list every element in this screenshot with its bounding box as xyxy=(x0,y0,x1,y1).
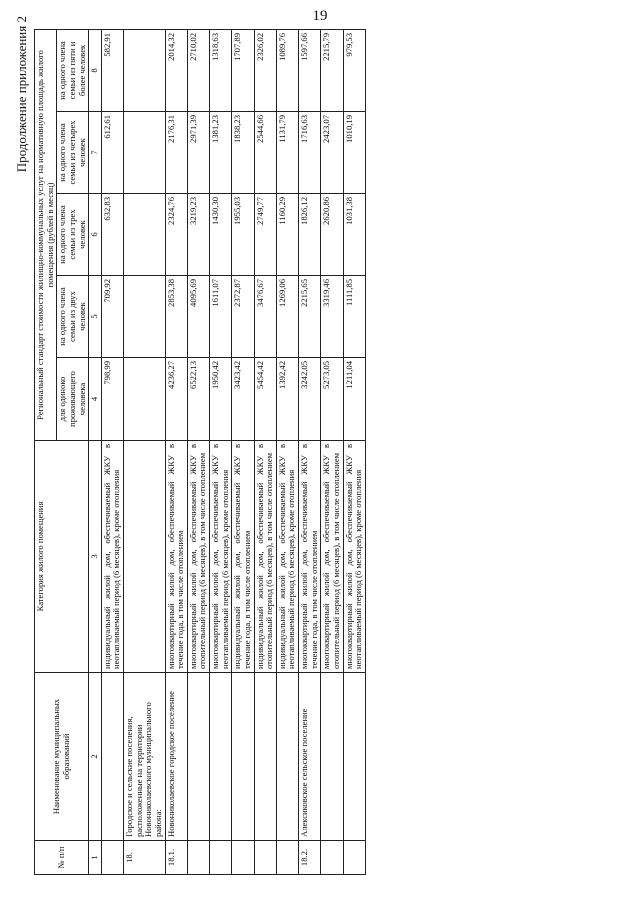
value-family-3: 2324,76 xyxy=(165,194,187,276)
value-family-2: 709,92 xyxy=(101,276,123,358)
value-family-5 xyxy=(124,29,166,111)
municipality-name xyxy=(276,673,298,841)
column-number: 2 xyxy=(89,673,102,841)
housing-cost-standard-table xyxy=(34,29,366,875)
value-family-2: 4095,69 xyxy=(187,276,209,358)
row-number: 18. xyxy=(124,841,166,875)
table-row xyxy=(210,29,232,874)
column-number: 4 xyxy=(89,358,102,441)
page-number: 19 xyxy=(312,8,328,24)
header-family-3: на одного члена семьи из трех человек xyxy=(57,194,89,276)
value-family-3: 2749,77 xyxy=(254,194,276,276)
value-single: 5454,42 xyxy=(254,358,276,441)
header-number: № п/п xyxy=(35,841,89,875)
header-municipality: Наименование муниципальных образований xyxy=(35,673,89,841)
value-family-5: 1707,89 xyxy=(232,29,254,111)
value-single: 3423,42 xyxy=(232,358,254,441)
value-family-2: 3476,67 xyxy=(254,276,276,358)
header-family-4: на одного члена семьи из четырех человек xyxy=(57,112,89,194)
column-numbers-row xyxy=(89,29,102,874)
row-number xyxy=(254,841,276,875)
row-number: 18.2. xyxy=(299,841,321,875)
row-number xyxy=(343,841,365,875)
header-family-5: на одного члена семьи из пяти и более человек xyxy=(57,29,89,111)
row-number xyxy=(187,841,209,875)
housing-category: индивидуальный жилой дом, обеспечиваемый ЖКУ в течение года, в том числе отоплением xyxy=(232,441,254,673)
value-family-2: 3319,46 xyxy=(321,276,343,358)
housing-category: индивидуальный жилой дом, обеспечиваемый ЖКУ в неотапливаемый период (6 месяцев), кроме отопления xyxy=(276,441,298,673)
header-single: для одиноко проживающего человека xyxy=(57,358,89,441)
value-family-5: 2710,02 xyxy=(187,29,209,111)
value-family-2: 1611,07 xyxy=(210,276,232,358)
municipality-name: Новониколаевское городское поселение xyxy=(165,673,187,841)
table-row xyxy=(254,29,276,874)
value-family-2: 2853,38 xyxy=(165,276,187,358)
row-number xyxy=(321,841,343,875)
value-family-3: 3219,23 xyxy=(187,194,209,276)
row-number xyxy=(232,841,254,875)
value-family-2: 2372,87 xyxy=(232,276,254,358)
value-family-4: 1381,23 xyxy=(210,112,232,194)
value-family-4: 2971,39 xyxy=(187,112,209,194)
housing-category xyxy=(124,441,166,673)
value-single: 1392,42 xyxy=(276,358,298,441)
value-family-2 xyxy=(124,276,166,358)
table-row xyxy=(343,29,365,874)
value-family-4: 2423,07 xyxy=(321,112,343,194)
value-family-4: 1131,79 xyxy=(276,112,298,194)
housing-category: многоквартирный жилой дом, обеспечиваемый ЖКУ в неотапливаемый период (6 месяцев), кроме отопления xyxy=(210,441,232,673)
table-row xyxy=(101,29,123,874)
value-single: 5273,05 xyxy=(321,358,343,441)
column-number: 3 xyxy=(89,441,102,673)
value-family-2: 1111,85 xyxy=(343,276,365,358)
housing-category: многоквартирный жилой дом, обеспечиваемый ЖКУ в неотапливаемый период (6 месяцев), кроме отопления xyxy=(343,441,365,673)
value-family-3: 1031,38 xyxy=(343,194,365,276)
value-family-4: 1716,63 xyxy=(299,112,321,194)
table-row xyxy=(321,29,343,874)
municipality-name xyxy=(187,673,209,841)
value-family-3: 1430,30 xyxy=(210,194,232,276)
table-row xyxy=(165,29,187,874)
header-family-2: на одного члена семьи из двух человек xyxy=(57,276,89,358)
value-family-4: 1010,19 xyxy=(343,112,365,194)
value-family-4: 612,61 xyxy=(101,112,123,194)
value-family-2: 2215,65 xyxy=(299,276,321,358)
value-family-3: 1955,03 xyxy=(232,194,254,276)
housing-category: многоквартирный жилой дом, обеспечиваемый ЖКУ в отопительный период (6 месяцев), в том числе отоплением xyxy=(187,441,209,673)
value-family-4 xyxy=(124,112,166,194)
column-number: 8 xyxy=(89,29,102,111)
municipality-name: Городское и сельские поселения, расположенные на территории Новониколаевского муниципального района: xyxy=(124,673,166,841)
value-family-3 xyxy=(124,194,166,276)
value-single: 798,99 xyxy=(101,358,123,441)
value-family-2: 1269,06 xyxy=(276,276,298,358)
table-row xyxy=(124,29,166,874)
municipality-name xyxy=(321,673,343,841)
column-number: 5 xyxy=(89,276,102,358)
housing-category: многоквартирный жилой дом, обеспечиваемый ЖКУ в течение года, в том числе отоплением xyxy=(165,441,187,673)
value-single: 4236,27 xyxy=(165,358,187,441)
value-family-3: 632,83 xyxy=(101,194,123,276)
value-family-5: 1318,63 xyxy=(210,29,232,111)
value-single: 3242,05 xyxy=(299,358,321,441)
value-family-5: 979,53 xyxy=(343,29,365,111)
value-single: 1211,04 xyxy=(343,358,365,441)
municipality-name xyxy=(101,673,123,841)
municipality-name xyxy=(343,673,365,841)
value-family-4: 1838,23 xyxy=(232,112,254,194)
value-single: 1950,42 xyxy=(210,358,232,441)
column-number: 7 xyxy=(89,112,102,194)
value-family-5: 1089,76 xyxy=(276,29,298,111)
housing-category: многоквартирный жилой дом, обеспечиваемый ЖКУ в течение года, в том числе отоплением xyxy=(299,441,321,673)
municipality-name xyxy=(254,673,276,841)
header-regional-standard: Региональный стандарт стоимости жилищно-коммунальных услуг на нормативную площадь жилого помещения (рублей в месяц) xyxy=(35,29,57,440)
municipality-name xyxy=(232,673,254,841)
table-row xyxy=(276,29,298,874)
value-family-4: 2544,66 xyxy=(254,112,276,194)
table-row xyxy=(299,29,321,874)
value-family-5: 1597,66 xyxy=(299,29,321,111)
value-family-4: 2176,31 xyxy=(165,112,187,194)
municipality-name xyxy=(210,673,232,841)
table-row xyxy=(187,29,209,874)
value-family-3: 2620,86 xyxy=(321,194,343,276)
row-number xyxy=(210,841,232,875)
header-row-top xyxy=(35,29,57,874)
header-category: Категория жилого помещения xyxy=(35,441,89,673)
value-family-3: 1160,29 xyxy=(276,194,298,276)
column-number: 1 xyxy=(89,841,102,875)
row-number xyxy=(101,841,123,875)
value-family-5: 582,91 xyxy=(101,29,123,111)
municipality-name: Алексиковское сельское поселение xyxy=(299,673,321,841)
value-single: 6522,13 xyxy=(187,358,209,441)
value-family-5: 2215,79 xyxy=(321,29,343,111)
housing-category: индивидуальный жилой дом, обеспечиваемый ЖКУ в отопительный период (6 месяцев), в том числе отоплением xyxy=(254,441,276,673)
column-number: 6 xyxy=(89,194,102,276)
value-family-5: 2014,32 xyxy=(165,29,187,111)
housing-category: индивидуальный жилой дом, обеспечиваемый ЖКУ в неотапливаемый период (6 месяцев), кроме отопления xyxy=(101,441,123,673)
table-row xyxy=(232,29,254,874)
value-family-5: 2326,02 xyxy=(254,29,276,111)
value-single xyxy=(124,358,166,441)
value-family-3: 1826,12 xyxy=(299,194,321,276)
housing-category: многоквартирный жилой дом, обеспечиваемый ЖКУ в отопительный период (6 месяцев), в том числе отоплением xyxy=(321,441,343,673)
row-number xyxy=(276,841,298,875)
appendix-caption: Продолжение приложения 2 xyxy=(14,16,29,173)
row-number: 18.1. xyxy=(165,841,187,875)
